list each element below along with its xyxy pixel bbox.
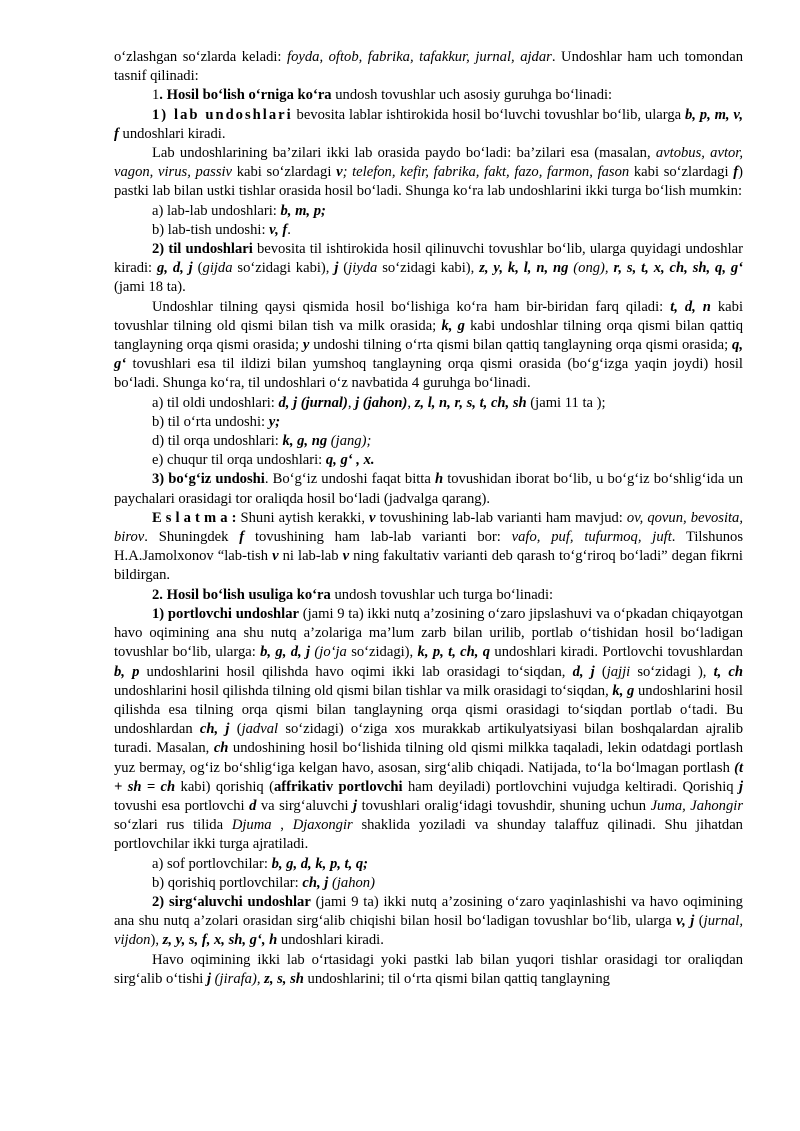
text-run: j bbox=[353, 797, 358, 814]
text-run: foyda, oftob, fabrika, tafakkur, jurnal, ajdar bbox=[287, 49, 552, 65]
text-run: affrikativ portlovchi bbox=[273, 778, 403, 795]
text-run: ning fakultativ varianti deb qarash to‘g‘riroq bo‘ladi” degan fikrni bildirgan. bbox=[114, 548, 743, 584]
text-run: ham deyiladi) portlovchini vujudga keltiradi. Qorishiq bbox=[402, 778, 739, 795]
text-run: 1) lab undoshlari bbox=[152, 106, 293, 123]
text-run: . Shuningdek bbox=[144, 529, 240, 546]
text-run: Havo oqimining ikki lab o‘rtasidagi yoki pastki lab bilan yuqori tishlar orasidagi tor oraliqdan sirg‘alib o‘tishi bbox=[114, 951, 743, 987]
text-run: so‘zidagi kabi), bbox=[232, 260, 335, 277]
text-run: k, g bbox=[441, 317, 465, 334]
text-run: ; bbox=[342, 164, 353, 181]
text-run: kabi so‘zlardagi bbox=[232, 164, 337, 181]
text-run: avtobus, avtor, vagon, virus, passiv bbox=[114, 145, 744, 181]
text-run: t, ch bbox=[713, 663, 743, 680]
text-run: undoshlarini hosil qilishda esa tilning orqa qismi bilan tanglayning orqa qismi orasidagi to‘siqdan portlab o‘tadi. Bu undoshlardan bbox=[114, 682, 743, 738]
text-run: tovushlari oralig‘idagi tovushdir, shuning uchun bbox=[357, 797, 651, 814]
text-run: d bbox=[249, 797, 257, 814]
text-run: so‘zidagi) o‘ziga xos murakkab artikulyatsiyasi bilan boshqalardan ajralib turadi. Masalan, bbox=[114, 721, 743, 757]
text-run: (jang); bbox=[327, 433, 372, 450]
text-run: z, y, s, f, x, sh, g‘, h bbox=[162, 932, 278, 949]
text-run: v bbox=[369, 509, 376, 526]
text-run: v, f bbox=[269, 221, 288, 238]
text-run: (jo‘ja bbox=[310, 644, 347, 661]
text-run: (jami 11 ta ); bbox=[526, 394, 606, 411]
text-run: so‘zlari rus tilida bbox=[114, 817, 232, 834]
paragraph-6 bbox=[114, 240, 743, 298]
text-run: undosh tovushlar uch turga bo‘linadi: bbox=[330, 586, 554, 603]
text-run: jajji bbox=[606, 663, 631, 680]
text-run: b) lab-tish undoshi: bbox=[152, 221, 270, 238]
text-run: (jirafa) bbox=[211, 970, 257, 987]
text-run: undoshining hosil bo‘lishida tilning old qismi milkka taqaladi, lekin odatdagi portlash yuz bermay, og‘iz bo‘shlig‘iga kelgan havo, asosan, sirg‘alib chiqadi. Natijada, to‘la bo‘lmagan portlash bbox=[114, 740, 743, 776]
list-item-b bbox=[114, 874, 743, 893]
text-run: undoshlari kiradi. Portlovchi tovushlardan bbox=[490, 644, 743, 661]
text-run: undoshlarini hosil qilishda havo oqimi ikki lab orasidagi to‘siqdan, bbox=[139, 663, 573, 680]
text-run: undoshi tilning o‘rta qismi bilan qattiq tanglayning orqa qismi orasida; bbox=[309, 337, 733, 354]
text-run: . bbox=[287, 221, 291, 238]
text-run: kabi so‘zlardagi bbox=[629, 164, 734, 181]
list-item-a bbox=[114, 202, 743, 221]
text-run: 2) til undoshlari bbox=[152, 241, 253, 258]
text-run: ( bbox=[338, 260, 349, 277]
note-paragraph bbox=[114, 509, 743, 586]
text-run: z, y, k, l, n, ng bbox=[479, 260, 569, 277]
text-run: ) pastki lab bilan ustki tishlar orasida hosil bo‘ladi. Shunga ko‘ra lab undoshlarini ikki turga bo‘lish mumkin: bbox=[114, 164, 743, 200]
text-run: k, g, ng bbox=[282, 433, 328, 450]
text-run: undosh tovushlar uch asosiy guruhga bo‘linadi: bbox=[331, 87, 613, 104]
text-run: j bbox=[206, 970, 212, 987]
text-run: va sirg‘aluvchi bbox=[256, 797, 354, 814]
text-run: y bbox=[302, 337, 310, 354]
text-run: , bbox=[256, 970, 265, 987]
text-run: Juma, Jahongir bbox=[650, 797, 744, 814]
text-run: Djaxongir bbox=[292, 817, 353, 834]
text-run: q, g‘ bbox=[114, 337, 743, 373]
text-run: b) qorishiq portlovchilar: bbox=[152, 874, 303, 891]
text-run: ), bbox=[150, 932, 163, 949]
text-run: bevosita til ishtirokida hosil qilinuvchi tovushlar bo‘lib, ularga quyidagi undoshlar kiradi: bbox=[114, 241, 744, 277]
text-run: shaklida yoziladi va shunday talaffuz qilinadi. Shu jihatdan portlovchilar ikki turga ajratiladi. bbox=[114, 817, 743, 853]
text-run: v bbox=[342, 548, 350, 565]
text-run: j bbox=[738, 778, 743, 795]
text-run: so‘zidagi kabi), bbox=[377, 260, 480, 277]
text-run: . Undoshlar ham uch tomondan tasnif qilinadi: bbox=[114, 49, 743, 85]
text-run: ( bbox=[694, 913, 704, 930]
text-run: k, p, t, ch, q bbox=[417, 644, 491, 661]
text-run: undoshlarini hosil qilishda tilning old qismi bilan tishlar va milk orasidagi to‘siqdan, bbox=[114, 682, 613, 699]
text-run: o‘zlashgan so‘zlarda keladi: bbox=[114, 49, 288, 65]
text-run: so‘zidagi), bbox=[346, 644, 418, 661]
text-run: tovushlari esa til ildizi bilan yumshoq tanglayning orqa qismi orasida (bo‘g‘izga yaqin joydi) hosil bo‘ladi. Shunga ko‘ra, til undoshlari o‘z navbatida 4 guruhga bo‘linadi. bbox=[114, 356, 743, 392]
paragraph-7 bbox=[114, 298, 743, 394]
text-run: tovushidan iborat bo‘lib, u bo‘g‘iz bo‘shlig‘ida un paychalari orasidagi tor oraliqda hosil bo‘ladi (jadvalga qarang). bbox=[114, 471, 743, 507]
text-run: b, g, d, k, p, t, q; bbox=[271, 855, 369, 872]
text-run: jurnal, vijdon bbox=[114, 913, 743, 949]
text-run: Shuni aytish kerakki, bbox=[236, 509, 370, 526]
text-run: d) til orqa undoshlari: bbox=[152, 433, 283, 450]
paragraph-19 bbox=[114, 951, 743, 989]
text-run: . Tilshunos H.A.Jamolxonov “lab-tish bbox=[114, 529, 744, 565]
text-run: r, s, t, x, ch, sh, q, g‘ bbox=[613, 260, 744, 277]
paragraph-0 bbox=[114, 48, 743, 86]
text-run: j bbox=[334, 260, 339, 277]
text-run: e) chuqur til orqa undoshlari: bbox=[152, 452, 326, 469]
text-run: (ong) bbox=[568, 260, 605, 277]
text-run: bevosita lablar ishtirokida hosil bo‘luvchi tovushlar bo‘lib, ularga bbox=[292, 106, 685, 123]
text-run: b) til o‘rta undoshi: bbox=[152, 413, 269, 430]
text-run: undoshlari kiradi. bbox=[118, 125, 226, 142]
text-run: ( bbox=[229, 721, 242, 738]
text-run: ni lab-lab bbox=[278, 548, 343, 565]
paragraph-12 bbox=[114, 470, 743, 508]
text-run: 1) portlovchi undoshlar bbox=[152, 605, 299, 622]
text-run: ch, j bbox=[302, 874, 329, 891]
text-run: . Hosil bo‘lish o‘rniga ko‘ra bbox=[159, 87, 332, 104]
text-run: z, l, n, r, s, t, ch, sh bbox=[414, 394, 527, 411]
list-item-e bbox=[114, 451, 743, 470]
text-run: ch, j bbox=[199, 721, 230, 738]
text-run: tovushining lab-lab varianti ham mavjud: bbox=[375, 509, 627, 526]
text-run: a) sof portlovchilar: bbox=[152, 855, 272, 872]
text-run: g, d, j bbox=[157, 260, 193, 277]
text-run: b, p bbox=[114, 663, 140, 680]
text-run: kabi undoshlar tilning orqa qismi bilan qattiq tanglayning orqa qismi orasida; bbox=[114, 317, 744, 354]
text-run: , bbox=[271, 817, 293, 834]
text-run: ch bbox=[213, 740, 229, 757]
text-run: a) til oldi undoshlari: bbox=[152, 394, 279, 411]
text-run: so‘zidagi ), bbox=[630, 663, 714, 680]
text-run: jadval bbox=[241, 721, 279, 738]
paragraph-14 bbox=[114, 586, 743, 605]
text-run: q, g‘ , x. bbox=[325, 452, 375, 469]
paragraph-3 bbox=[114, 144, 743, 202]
paragraph-1 bbox=[114, 86, 743, 105]
text-run: z, s, sh bbox=[264, 970, 304, 987]
text-run: a) lab-lab undoshlari: bbox=[152, 202, 281, 219]
text-run: t, d, n bbox=[670, 298, 711, 315]
text-run: tovushi esa portlovchi bbox=[114, 797, 250, 814]
text-run: Undoshlar tilning qaysi qismida hosil bo‘lishiga ko‘ra ham bir-biridan farq qiladi: bbox=[152, 298, 671, 315]
text-run: , bbox=[347, 394, 356, 411]
text-run: (jami 9 ta) ikki nutq a’zosining o‘zaro yaqinlashishi va havo oqimining ana shu nutq a’zolari orasidan sirg‘alib chiqishi bilan hosil bo‘ladigan tovushlar bo‘lib, ularga bbox=[114, 893, 743, 930]
text-run: tovushining ham lab-lab varianti bor: bbox=[244, 529, 512, 546]
text-run: undoshlarini; til o‘rta qismi bilan qattiq tanglayning bbox=[303, 970, 610, 987]
text-run: E s l a t m a : bbox=[152, 509, 237, 526]
text-run: vafo, puf, tufurmoq, juft bbox=[511, 529, 672, 546]
text-run: v, j bbox=[676, 913, 695, 930]
text-run: Lab undoshlarining ba’zilari ikki lab orasida paydo bo‘ladi: ba’zilari esa (masalan, bbox=[152, 145, 656, 162]
list-item-a bbox=[114, 855, 743, 874]
text-run: gijda bbox=[202, 260, 233, 277]
text-run: 2) sirg‘aluvchi undoshlar bbox=[152, 893, 311, 910]
text-run: , bbox=[407, 394, 415, 411]
text-run: jiyda bbox=[348, 260, 378, 277]
text-run: d, j bbox=[572, 663, 595, 680]
list-item-b bbox=[114, 221, 743, 240]
text-run: 3) bo‘g‘iz undoshi bbox=[152, 471, 265, 488]
text-run: 2. Hosil bo‘lish usuliga ko‘ra bbox=[152, 586, 331, 603]
text-run: Djuma bbox=[231, 817, 272, 834]
text-run: v bbox=[272, 548, 279, 565]
text-run: b, p, m, v, f bbox=[114, 106, 744, 142]
paragraph-2 bbox=[114, 106, 743, 144]
text-run: j (jahon) bbox=[355, 394, 408, 411]
text-run: h bbox=[434, 471, 444, 488]
paragraph-18 bbox=[114, 893, 743, 951]
text-run: kabi) qorishiq ( bbox=[175, 778, 274, 795]
text-run: d, j (jurnal) bbox=[278, 394, 348, 411]
text-run: f bbox=[239, 529, 245, 546]
text-run: ov, qovun, bevosita, birov bbox=[114, 509, 743, 546]
text-run: , bbox=[604, 260, 614, 277]
text-run: v bbox=[336, 164, 343, 181]
text-run: (t + sh = ch bbox=[114, 759, 743, 795]
text-run: (jami 18 ta). bbox=[114, 279, 186, 296]
text-run: 1 bbox=[152, 87, 160, 104]
text-run: (jahon) bbox=[328, 874, 375, 891]
paragraph-15 bbox=[114, 605, 743, 855]
text-run: (jami 9 ta) ikki nutq a’zosining o‘zaro jipslashuvi va o‘pkadan chiqayotgan havo oqimining ana shu nutq a’zolariga ma’lum zarb bilan urilib, portlab o‘tishidan hosil bo‘ladigan tovushlar bo‘lib, ularga: bbox=[114, 605, 743, 661]
text-run: . Bo‘g‘iz undoshi faqat bitta bbox=[264, 471, 435, 488]
list-item-b bbox=[114, 413, 743, 432]
text-run: ( bbox=[192, 260, 203, 277]
text-run: kabi tovushlar tilning old qismi bilan tish va milk orasida; bbox=[114, 298, 744, 334]
text-run: b, m, p; bbox=[280, 202, 326, 219]
text-run: undoshlari kiradi. bbox=[277, 932, 384, 949]
list-item-d bbox=[114, 432, 743, 451]
list-item-a bbox=[114, 394, 743, 413]
text-run: k, g bbox=[612, 682, 635, 699]
text-run: f bbox=[733, 164, 739, 181]
text-run: ( bbox=[594, 663, 607, 680]
text-run: telefon, kefir, fabrika, fakt, fazo, farmon, fason bbox=[352, 164, 630, 181]
text-run: b, g, d, j bbox=[260, 644, 311, 661]
text-run: y; bbox=[268, 413, 281, 430]
